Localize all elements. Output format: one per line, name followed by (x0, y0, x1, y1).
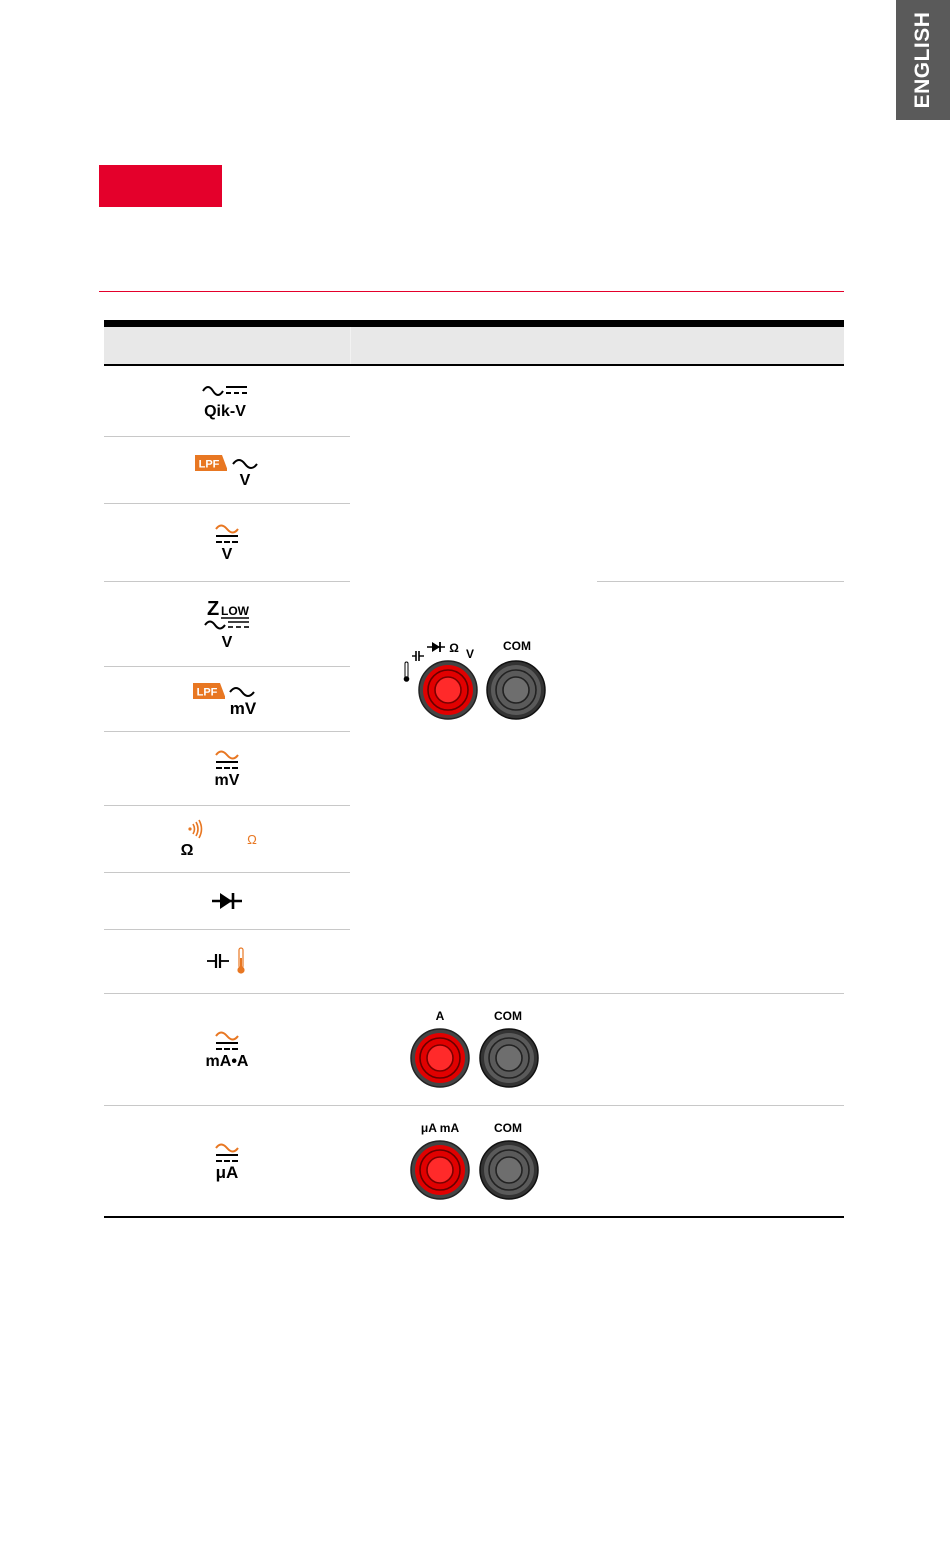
mode-label: V (221, 633, 233, 651)
com-label: COM (503, 639, 531, 653)
acdc-combined-icon (207, 521, 247, 563)
table-row (104, 503, 350, 581)
table-header (104, 327, 844, 364)
com-label: COM (494, 1009, 522, 1023)
table-row (104, 666, 350, 731)
mode-label: Qik-V (204, 403, 246, 420)
microamp-terminal-illustration (406, 1120, 546, 1206)
ohm-icon: Ω (247, 831, 257, 847)
table-row (104, 731, 350, 805)
language-tab-label: ENGLISH (911, 11, 934, 109)
lpf-badge: LPF (198, 458, 220, 470)
mode-label: V (221, 546, 233, 563)
microamp-terminal-label: μA mA (420, 1121, 460, 1135)
mode-label: mV (229, 698, 257, 718)
amp-terminal-illustration (406, 1008, 546, 1094)
table-top-bar (104, 320, 844, 327)
acdc-combined-icon (192, 1028, 262, 1070)
continuity-icon (182, 819, 272, 859)
header-divider (350, 327, 351, 364)
diode-icon (210, 890, 244, 912)
voltage-terminal-illustration (394, 636, 554, 720)
zlow-prefix: Z (207, 597, 220, 620)
row-rule (597, 581, 844, 582)
table-row (104, 581, 350, 666)
mode-label: μA (215, 1162, 239, 1182)
amp-terminal-label: A (435, 1009, 445, 1023)
zlow-icon (197, 597, 257, 651)
lpf-badge: LPF (196, 686, 218, 698)
volt-terminal-label: V (465, 647, 475, 661)
com-label: COM (494, 1121, 522, 1135)
ohm-terminal-label: Ω (449, 641, 459, 655)
table-row (104, 1105, 350, 1216)
section-marker (99, 165, 222, 207)
ohm-label: Ω (180, 841, 194, 859)
language-tab[interactable] (896, 0, 950, 120)
table-row (104, 805, 350, 872)
table-row (104, 366, 350, 436)
thermometer-icon (405, 662, 408, 678)
acdc-combined-icon (205, 747, 249, 789)
zlow-sub: LOW (221, 603, 249, 618)
table-row (104, 993, 350, 1105)
acdc-combined-icon (205, 1140, 249, 1182)
ac-dc-icon (197, 381, 257, 421)
mode-label: mV (214, 772, 240, 789)
lpf-icon (194, 452, 260, 488)
table-bottom-rule (104, 1216, 844, 1218)
title-rule (99, 291, 844, 292)
table-row (104, 929, 350, 993)
table-row (104, 872, 350, 929)
capacitor-icon (205, 946, 249, 976)
table-row (104, 436, 350, 503)
lpf-icon (192, 680, 262, 718)
mode-label: mA•A (205, 1053, 249, 1070)
mode-label: V (239, 471, 251, 489)
